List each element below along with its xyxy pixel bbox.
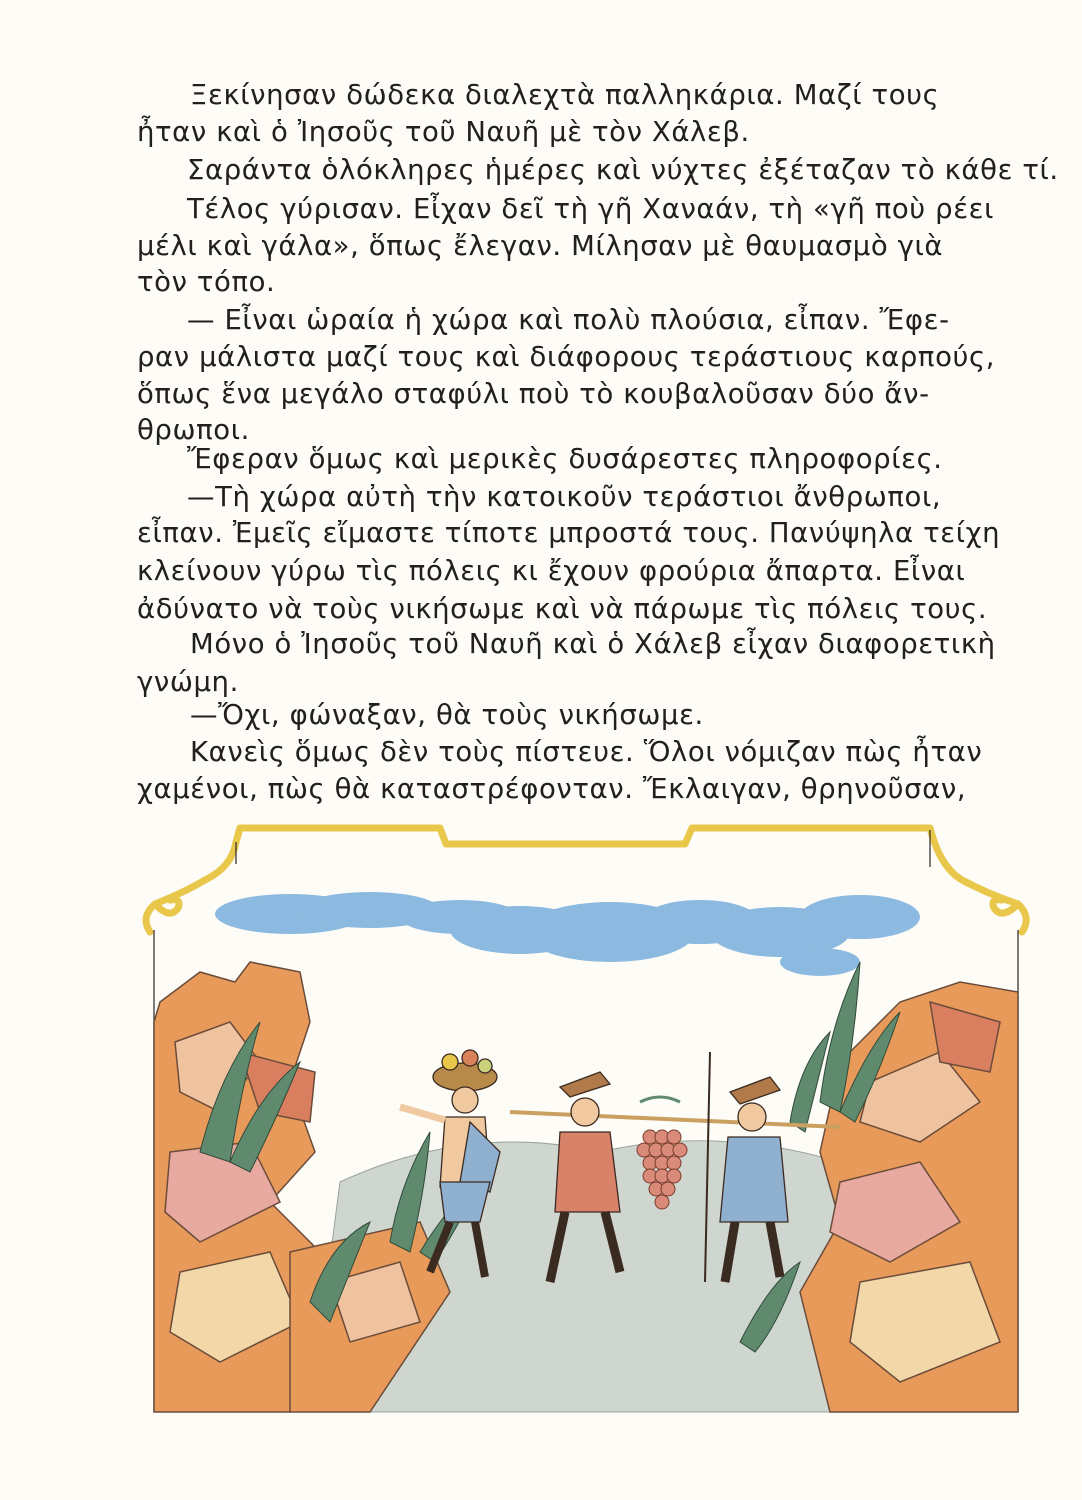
text-line-7: — Εἶναι ὡραία ἡ χώρα καὶ πολὺ πλούσια, εἶπαν. Ἔφε- bbox=[187, 304, 950, 336]
text-line-17: γνώμη. bbox=[137, 666, 239, 698]
illustration bbox=[140, 822, 1035, 1422]
text-line-8: ραν μάλιστα μαζί τους καὶ διάφορους τεράστιους καρπούς, bbox=[137, 341, 996, 373]
text-line-13: εἶπαν. Ἐμεῖς εἴμαστε τίποτε μπροστά τους. Πανύψηλα τείχη bbox=[137, 517, 1001, 549]
text-line-1: Ξεκίνησαν δώδεκα διαλεχτὰ παλληκάρια. Μαζί τους bbox=[190, 79, 940, 111]
text-line-9: ὅπως ἕνα μεγάλο σταφύλι ποὺ τὸ κουβαλοῦσαν δύο ἄν- bbox=[137, 378, 930, 410]
text-line-14: κλείνουν γύρω τὶς πόλεις κι ἔχουν φρούρια ἄπαρτα. Εἶναι bbox=[137, 555, 966, 587]
text-line-20: χαμένοι, πὼς θὰ καταστρέφονταν. Ἔκλαιγαν, θρηνοῦσαν, bbox=[137, 773, 967, 805]
text-line-11: Ἔφεραν ὅμως καὶ μερικὲς δυσάρεστες πληροφορίες. bbox=[187, 443, 943, 475]
text-line-18: —Ὄχι, φώναξαν, θὰ τοὺς νικήσωμε. bbox=[190, 699, 704, 731]
text-line-6: τὸν τόπο. bbox=[137, 266, 276, 298]
text-line-16: Μόνο ὁ Ἰησοῦς τοῦ Ναυῆ καὶ ὁ Χάλεβ εἶχαν διαφορετικὴ bbox=[190, 628, 996, 660]
text-line-15: ἀδύνατο νὰ τοὺς νικήσωμε καὶ νὰ πάρωμε τὶς πόλεις τους. bbox=[137, 593, 988, 625]
text-line-5: μέλι καὶ γάλα», ὅπως ἔλεγαν. Μίλησαν μὲ θαυμασμὸ γιὰ bbox=[137, 230, 944, 262]
clouds bbox=[215, 892, 920, 976]
text-line-19: Κανεὶς ὅμως δὲν τοὺς πίστευε. Ὅλοι νόμιζαν πὼς ἦταν bbox=[190, 736, 983, 768]
text-line-12: —Τὴ χώρα αὐτὴ τὴν κατοικοῦν τεράστιοι ἄνθρωποι, bbox=[187, 481, 942, 513]
text-line-3: Σαράντα ὁλόκληρες ἡμέρες καὶ νύχτες ἐξέταζαν τὸ κάθε τί. bbox=[187, 154, 1059, 186]
text-line-2: ἦταν καὶ ὁ Ἰησοῦς τοῦ Ναυῆ μὲ τὸν Χάλεβ. bbox=[137, 116, 750, 148]
illustration-svg bbox=[140, 822, 1035, 1422]
text-line-10: θρωποι. bbox=[137, 414, 250, 446]
text-line-4: Τέλος γύρισαν. Εἶχαν δεῖ τὴ γῆ Χαναάν, τὴ «γῆ ποὺ ρέει bbox=[187, 193, 995, 225]
